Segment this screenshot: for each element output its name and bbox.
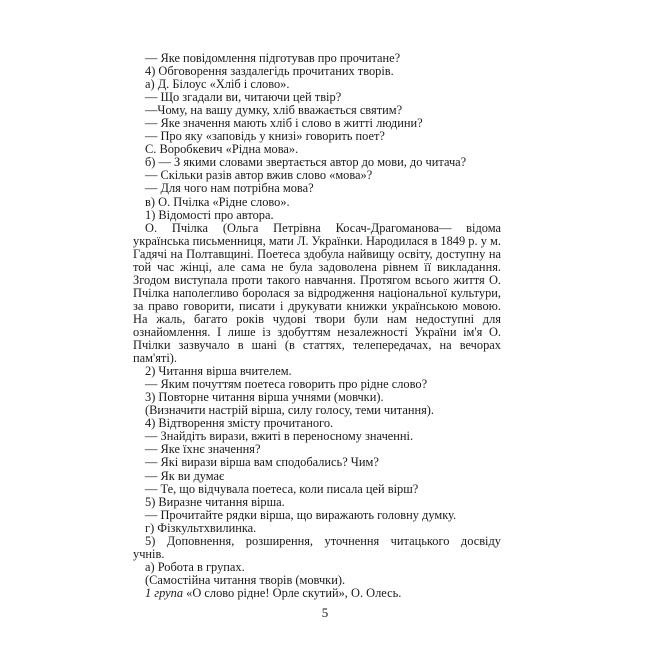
group-line bbox=[133, 587, 501, 600]
text-line: г) Фізкультхвилинка. bbox=[145, 520, 257, 535]
text-line: (Самостійна читання творів (мовчки). bbox=[145, 572, 346, 587]
text-line: (Визначити настрій вірша, силу голосу, теми читання). bbox=[145, 403, 435, 418]
text-line: — Яке значення мають хліб і слово в житті людини? bbox=[145, 116, 423, 131]
text-line: 1) Відомості про автора. bbox=[145, 207, 274, 222]
text-line: 4) Обговорення заздалегідь прочитаних творів. bbox=[145, 64, 394, 79]
question-list-top bbox=[133, 52, 501, 222]
text-line: — Яке їхнє значення? bbox=[145, 442, 261, 457]
document-page bbox=[133, 52, 501, 600]
page-number: 5 bbox=[321, 605, 329, 620]
text-line: 4) Відтворення змісту прочитаного. bbox=[145, 416, 334, 431]
text-line: С. Воробкевич «Рідна мова». bbox=[145, 142, 299, 157]
text-line: а) Робота в групах. bbox=[145, 559, 245, 574]
section-5-paragraph: 5) Доповнення, розширення, уточнення читацького досвіду учнів. bbox=[133, 533, 501, 561]
text-line: — Знайдіть вирази, вжиті в переносному значенні. bbox=[145, 429, 414, 444]
text-line: — Яким почуттям поетеса говорить про рідне слово? bbox=[145, 377, 428, 392]
group-label: 1 група bbox=[145, 585, 184, 600]
text-line: 3) Повторне читання вірша учнями (мовчки). bbox=[145, 390, 384, 405]
text-line: — Які вирази вірша вам сподобались? Чим? bbox=[145, 455, 379, 470]
text-line: 2) Читання вірша вчителем. bbox=[145, 364, 292, 379]
text-line: — Яке повідомлення підготував про прочитане? bbox=[145, 51, 401, 65]
text-line: — Що згадали ви, читаючи цей твір? bbox=[145, 90, 342, 105]
text-line: — Прочитайте рядки вірша, що виражають головну думку. bbox=[145, 507, 457, 522]
text-line: — Про яку «заповідь у книзі» говорить поет? bbox=[145, 129, 385, 144]
text-line: — Як ви думає bbox=[145, 468, 225, 483]
text-line: — Для чого нам потрібна мова? bbox=[145, 181, 314, 196]
text-line: в) О. Пчілка «Рідне слово». bbox=[145, 194, 290, 209]
text-line: а) Д. Білоус «Хліб і слово». bbox=[145, 77, 290, 92]
author-bio-paragraph: О. Пчілка (Ольга Петрівна Косач-Драгоманова— відома українська письменниця, мати Л. Українки. Народилася в 1849 р. у м. Гадячі на Полтавщині. Поетеса здобула найвищу освіту, доступну на той час жінці, але сама не була задоволена рівнем її викладання. Згодом виступала проти такого навчання. Протягом всього життя О. Пчілка наполегливо боролася за відродження національної культури, за право говорити, писати і друкувати книжки українською мовою. На жаль, багато років чудові твори були нам недоступні для ознайомлення. І лише із здобуттям незалежності України ім'я О. Пчілки зазвучало в шані (в статтях, телепередачах, на вечорах пам'яті). bbox=[133, 220, 501, 366]
text-line: 5) Виразне читання вірша. bbox=[145, 494, 285, 509]
question-list-bottom bbox=[133, 561, 501, 587]
text-line: — Те, що відчувала поетеса, коли писала цей вірш? bbox=[145, 481, 419, 496]
text-line: б) — З якими словами звертається автор до мови, до читача? bbox=[145, 155, 467, 170]
question-list-middle bbox=[133, 365, 501, 535]
text-line: —Чому, на вашу думку, хліб вважається святим? bbox=[145, 103, 403, 118]
text-line: — Скільки разів автор вжив слово «мова»? bbox=[145, 168, 373, 183]
group-text: «О слово рідне! Орле скутий», О. Олесь. bbox=[183, 585, 402, 600]
